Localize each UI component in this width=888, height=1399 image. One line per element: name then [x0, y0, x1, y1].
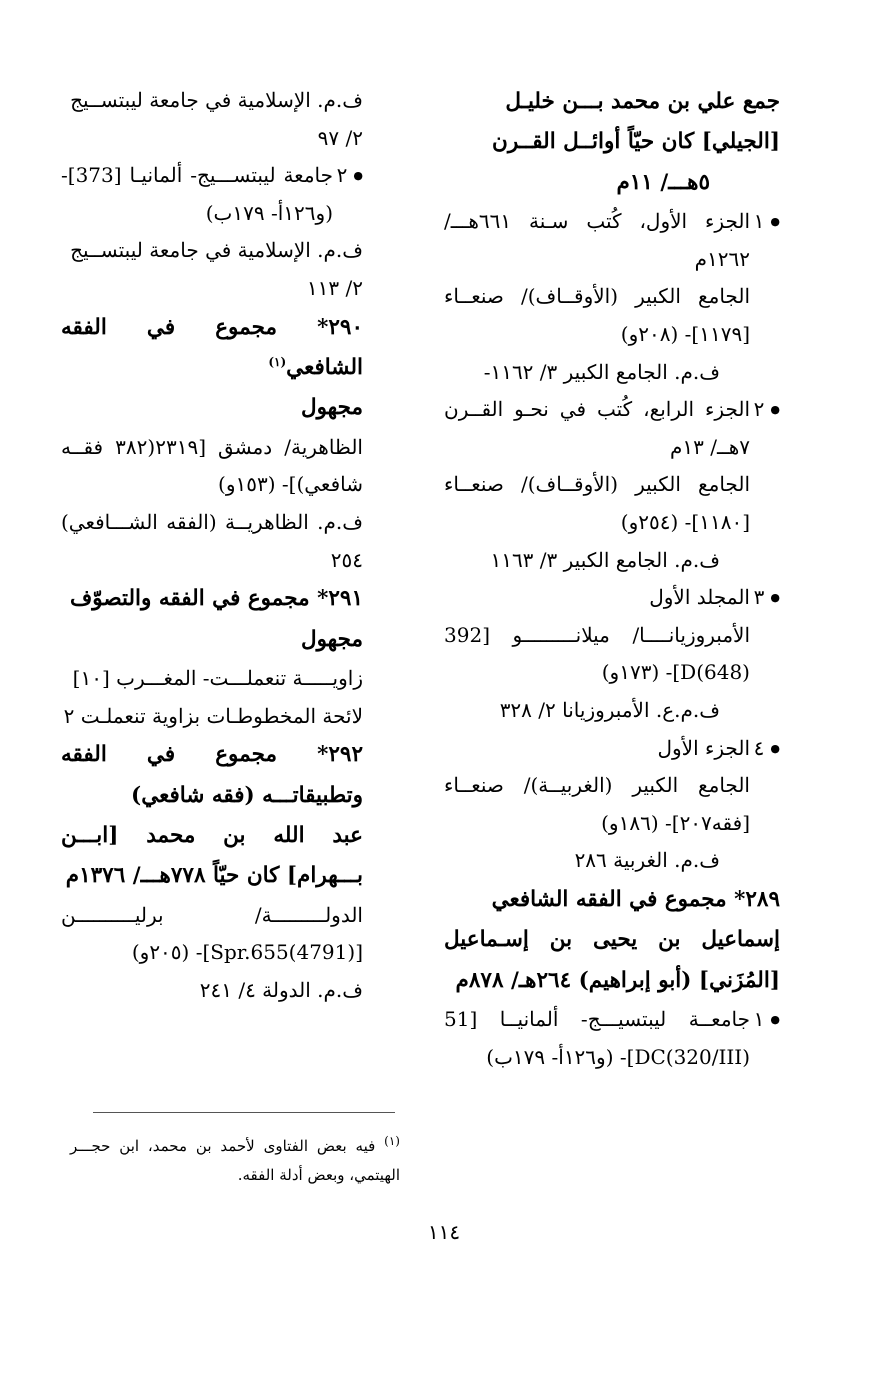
footnote	[70, 1130, 400, 1189]
item-catalog: ف.م. الظاهريــة (الفقه الشـــافعي) ٢٥٤	[61, 509, 363, 572]
item-catalog: ف.م. الإسلامية في جامعة ليبتســيج	[70, 238, 363, 263]
entry-heading: ٢٩٢* مجموع في الفقه وتطبيقاتـــه (فقه شافعي)	[61, 742, 363, 808]
list-item	[444, 730, 780, 880]
item-catalog: ف.م. الدولة ٤/ ٢٤١	[199, 977, 363, 1002]
item-number: ● ٤	[754, 730, 780, 768]
entry-heading: ٢٩١* مجموع في الفقه والتصوّف	[69, 586, 363, 612]
item-catalog: ٢/ ٩٧	[317, 125, 363, 150]
item-location: جامعة ليبتســـيج- ألمانيـا [373]- (و١٢٦أ- ١٧٩ب)	[61, 163, 333, 225]
item-catalog: لائحة المخطوطـات بزاوية تنعملـت ٢	[63, 703, 363, 728]
left-column	[61, 82, 363, 1010]
footnote-marker: (١)	[384, 1134, 400, 1148]
entry-heading: ٢٨٩* مجموع في الفقه الشافعي	[491, 886, 780, 912]
item-title: الجزء الأول، كُتب سـنة ٦٦١هـــ/ ١٢٦٢م	[444, 209, 750, 271]
list-item	[444, 1001, 780, 1076]
item-number: ● ٢	[337, 157, 363, 195]
entry-author: مجهول	[300, 395, 363, 421]
entry-author-line: ٥هـــ/ ١١م	[616, 169, 710, 195]
item-location: الدولـــــــــة/ برليــــــــــن [Spr.655(4791)]- (٢٠٥و)	[61, 902, 363, 965]
list-item	[61, 157, 363, 232]
entry-author: مجهول	[300, 626, 363, 652]
entry-author: عبد الله بن محمد [ابـــن بـــهرام] كان حيّاً ٧٧٨هـــ/ ١٣٧٦م	[61, 822, 363, 889]
list-item	[444, 391, 780, 579]
item-title: الجزء الأول	[657, 735, 750, 760]
item-location: الجامع الكبير (الغربيــة)/ صنعــاء [فقه٢٠٧]- (١٨٦و)	[444, 773, 750, 835]
item-title: الجزء الرابع، كُتب في نحـو القــرن ٧هــ/ ١٣م	[444, 397, 750, 459]
footnote-reference: (١)	[268, 354, 287, 369]
item-location: جامعــة ليبتسيـــج- ألمانيــا [51 DC(320/III)]- (و١٢٦أ- ١٧٩ب)	[444, 1007, 750, 1069]
entry-heading	[61, 308, 363, 389]
page-number: ١١٤	[427, 1220, 461, 1244]
item-catalog: ف.م. الجامع الكبير ٣/ ١١٦٣	[490, 547, 720, 572]
item-number: ● ١	[754, 1001, 780, 1039]
item-number: ● ١	[754, 203, 780, 241]
entry-author: إسماعيل بن يحيى بن إسـماعيل [المُزَني] (أبو إبراهيم) ٢٦٤هـ/ ٨٧٨م	[444, 927, 780, 993]
entry-heading-text: ٢٩٠* مجموع في الفقه الشافعي	[61, 314, 363, 380]
item-location: الجامع الكبير (الأوقــاف)/ صنعــاء [١١٨٠]- (٢٥٤و)	[444, 472, 750, 534]
item-location: الظاهرية/ دمشق [٢٣١٩(٣٨٢ فقــه شافعي)]- (١٥٣و)	[61, 434, 363, 497]
entry-author-line: [الجيلي] كان حيّاً أوائــل القــرن	[492, 129, 780, 155]
item-title: المجلد الأول	[649, 585, 750, 610]
item-number: ● ٣	[754, 579, 780, 617]
item-catalog: ف.م. الغربية ٢٨٦	[574, 848, 720, 873]
item-location: الجامع الكبير (الأوقــاف)/ صنعــاء [١١٧٩]- (٢٠٨و)	[444, 284, 750, 346]
entry-author-line: جمع علي بن محمد بـــن خليـل	[505, 89, 780, 114]
list-item	[444, 579, 780, 729]
footnote-text: فيه بعض الفتاوى لأحمد بن محمد، ابن حجـــر الهيتمي، وبعض أدلة الفقه.	[70, 1137, 400, 1184]
item-catalog: ف.م.ع. الأمبروزيانا ٢/ ٣٢٨	[499, 697, 720, 722]
item-catalog: ف.م. الإسلامية في جامعة ليبتســيج	[70, 88, 363, 112]
item-location: زاويـــــة تنعملـــت- المغـــرب [١٠]	[72, 665, 363, 690]
footnote-divider	[93, 1112, 395, 1113]
right-column	[444, 82, 780, 1076]
item-catalog: ٢/ ١١٣	[306, 275, 363, 300]
item-location: الأمبروزيانــــا/ ميلانـــــــــو [392 D(648)]- (١٧٣و)	[444, 622, 750, 685]
item-number: ● ٢	[754, 391, 780, 429]
item-catalog: ف.م. الجامع الكبير ٣/ ١١٦٢-	[483, 359, 720, 384]
list-item	[444, 203, 780, 391]
